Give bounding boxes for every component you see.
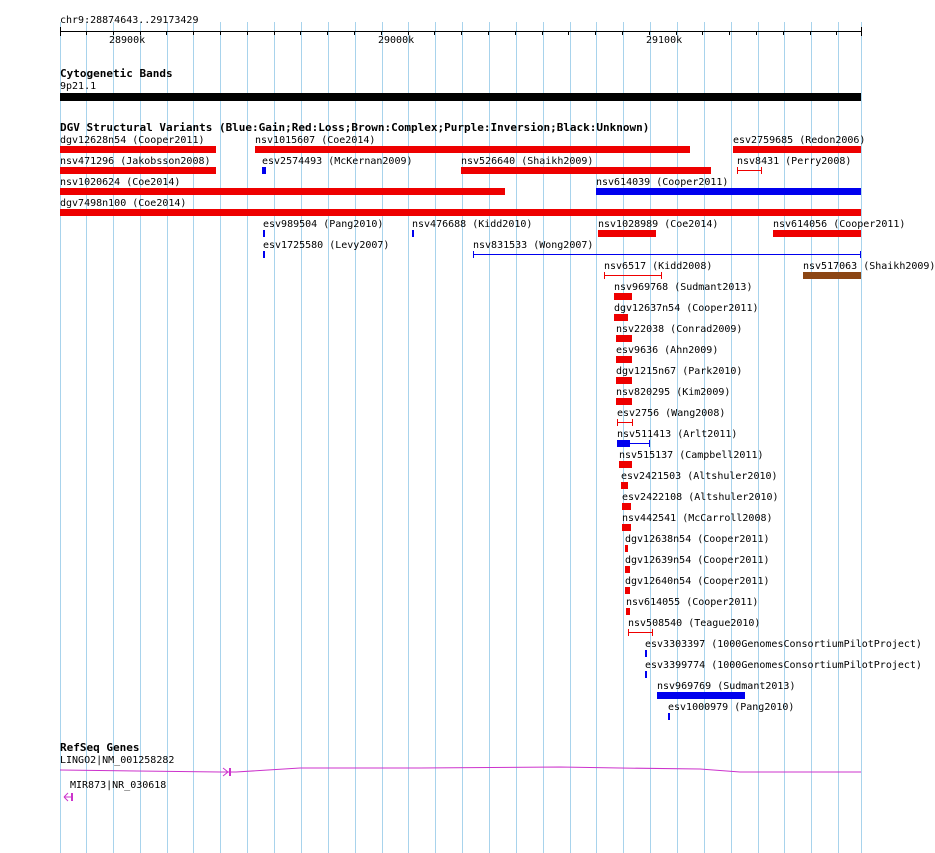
sv-bar (803, 272, 861, 279)
cytoband-bar[interactable] (60, 93, 861, 101)
sv-feature-glyph[interactable] (60, 187, 505, 196)
sv-label[interactable]: nsv517063 (Shaikh2009) (803, 261, 935, 272)
sv-bar (616, 398, 632, 405)
sv-feature-glyph[interactable] (616, 397, 632, 406)
sv-label[interactable]: nsv22038 (Conrad2009) (616, 324, 743, 335)
sv-label[interactable]: nsv1015607 (Coe2014) (255, 135, 376, 146)
ruler-end-tick (861, 27, 862, 36)
sv-feature-glyph[interactable] (625, 565, 630, 574)
sv-label[interactable]: dgv12628n54 (Cooper2011) (60, 135, 205, 146)
ruler-minor-tick (461, 31, 462, 35)
sv-label[interactable]: nsv969769 (Sudmant2013) (657, 681, 796, 692)
sv-bar (263, 230, 265, 237)
sv-feature-glyph[interactable] (598, 229, 656, 238)
sv-feature-glyph[interactable] (255, 145, 690, 154)
sv-bar (625, 566, 630, 573)
sv-feature-glyph[interactable] (616, 376, 632, 385)
sv-bar (60, 146, 216, 153)
sv-label[interactable]: esv1000979 (Pang2010) (668, 702, 795, 713)
sv-label[interactable]: nsv526640 (Shaikh2009) (461, 156, 594, 167)
gene-label-lingo2[interactable]: LINGO2|NM_001258282 (60, 755, 175, 766)
sv-line (473, 254, 861, 255)
sv-bar (622, 524, 631, 531)
sv-feature-glyph[interactable] (645, 670, 647, 679)
ruler-minor-tick (756, 31, 757, 35)
sv-label[interactable]: esv1725580 (Levy2007) (263, 240, 390, 251)
sv-feature-glyph[interactable] (621, 481, 628, 490)
grid-line (247, 22, 248, 853)
ruler-minor-tick (595, 31, 596, 35)
ruler-tick-label: 28900k (109, 35, 146, 46)
ruler-minor-tick (354, 31, 355, 35)
sv-bar (625, 587, 630, 594)
sv-bar (263, 251, 265, 258)
ruler-minor-tick (220, 31, 221, 35)
sv-bar (626, 608, 630, 615)
sv-feature-glyph[interactable] (625, 586, 630, 595)
sv-label[interactable]: esv9636 (Ahn2009) (616, 345, 719, 356)
sv-label[interactable]: nsv614055 (Cooper2011) (626, 597, 759, 608)
sv-feature-glyph[interactable] (617, 439, 650, 448)
sv-feature-glyph[interactable] (412, 229, 414, 238)
sv-label[interactable]: nsv508540 (Teague2010) (628, 618, 761, 629)
ruler-minor-tick (193, 31, 194, 35)
ruler-minor-tick (515, 31, 516, 35)
sv-end-cap (761, 167, 762, 174)
ruler-minor-tick (568, 31, 569, 35)
ruler-minor-tick (274, 31, 275, 35)
sv-label[interactable]: dgv1215n67 (Park2010) (616, 366, 743, 377)
sv-label[interactable]: nsv442541 (McCarroll2008) (622, 513, 773, 524)
sv-bar (412, 230, 414, 237)
sv-feature-glyph[interactable] (60, 166, 216, 175)
sv-bar (619, 461, 632, 468)
ruler-minor-tick (783, 31, 784, 35)
sv-bar (625, 545, 628, 552)
sv-feature-glyph[interactable] (622, 502, 631, 511)
sv-feature-glyph[interactable] (645, 649, 647, 658)
cytoband-label: 9p21.1 (60, 81, 97, 92)
sv-label[interactable]: nsv511413 (Arlt2011) (617, 429, 738, 440)
sv-feature-glyph[interactable] (628, 628, 653, 637)
sv-end-cap (649, 440, 650, 447)
sv-bar (733, 146, 861, 153)
gene-lingo2-intron-line (60, 767, 861, 772)
sv-label[interactable]: nsv820295 (Kim2009) (616, 387, 731, 398)
sv-feature-glyph[interactable] (668, 712, 670, 721)
gene-mir873-exon (71, 793, 73, 801)
sv-label[interactable]: nsv1028989 (Coe2014) (598, 219, 719, 230)
ruler-tick-label: 29000k (378, 35, 415, 46)
sv-feature-glyph[interactable] (617, 418, 633, 427)
sv-label[interactable]: dgv12639n54 (Cooper2011) (625, 555, 770, 566)
sv-feature-glyph[interactable] (657, 691, 745, 700)
sv-bar (645, 671, 647, 678)
sv-bar (262, 167, 266, 174)
sv-end-cap (628, 629, 629, 636)
sv-label[interactable]: nsv831533 (Wong2007) (473, 240, 594, 251)
sv-bar (614, 314, 628, 321)
sv-feature-glyph[interactable] (60, 208, 861, 217)
dgv-track-title[interactable]: DGV Structural Variants (Blue:Gain;Red:Loss;Brown:Complex;Purple:Inversion;Black:Unknown) (60, 121, 650, 134)
sv-label[interactable]: esv2422108 (Altshuler2010) (622, 492, 779, 503)
ruler-minor-tick (810, 31, 811, 35)
ruler-minor-tick (166, 31, 167, 35)
ruler-minor-tick (434, 31, 435, 35)
sv-feature-glyph[interactable] (604, 271, 662, 280)
sv-feature-glyph[interactable] (614, 313, 628, 322)
sv-feature-glyph[interactable] (773, 229, 861, 238)
gene-label-mir873[interactable]: MIR873|NR_030618 (70, 780, 167, 791)
sv-feature-glyph[interactable] (803, 271, 861, 280)
sv-line (617, 422, 633, 423)
sv-label[interactable]: dgv12638n54 (Cooper2011) (625, 534, 770, 545)
sv-end-cap (632, 419, 633, 426)
sv-feature-glyph[interactable] (473, 250, 861, 259)
gene-lingo2-strand-arrow (223, 768, 228, 772)
sv-bar (616, 377, 632, 384)
ruler-minor-tick (247, 31, 248, 35)
sv-end-cap (652, 629, 653, 636)
sv-bar (616, 335, 632, 342)
sv-bar (255, 146, 690, 153)
gene-lingo2[interactable] (0, 760, 890, 782)
sv-bar (618, 440, 630, 447)
sv-label[interactable]: esv989504 (Pang2010) (263, 219, 384, 230)
ruler-start-tick (60, 27, 61, 36)
sv-label[interactable]: nsv614039 (Cooper2011) (596, 177, 729, 188)
sv-feature-glyph[interactable] (614, 292, 632, 301)
sv-feature-glyph[interactable] (596, 187, 861, 196)
sv-line (604, 275, 662, 276)
sv-line (737, 170, 762, 171)
sv-feature-glyph[interactable] (262, 166, 266, 175)
sv-label[interactable]: dgv7498n100 (Coe2014) (60, 198, 187, 209)
sv-end-cap (473, 251, 474, 258)
sv-bar (596, 188, 861, 195)
cytoband-track-title[interactable]: Cytogenetic Bands (60, 67, 173, 80)
sv-bar (60, 188, 505, 195)
sv-feature-glyph[interactable] (619, 460, 632, 469)
ruler-minor-tick (836, 31, 837, 35)
sv-feature-glyph[interactable] (263, 250, 265, 259)
position-label: chr9:28874643..29173429 (60, 15, 199, 26)
sv-label[interactable]: esv3399774 (1000GenomesConsortiumPilotProject) (645, 660, 922, 671)
ruler-minor-tick (622, 31, 623, 35)
ruler-minor-tick (729, 31, 730, 35)
sv-feature-glyph[interactable] (263, 229, 265, 238)
sv-feature-glyph[interactable] (622, 523, 631, 532)
gene-mir873-strand-arrow (64, 797, 68, 801)
sv-label[interactable]: esv2421503 (Altshuler2010) (621, 471, 778, 482)
sv-label[interactable]: dgv12640n54 (Cooper2011) (625, 576, 770, 587)
sv-feature-glyph[interactable] (461, 166, 711, 175)
sv-label[interactable]: nsv515137 (Campbell2011) (619, 450, 764, 461)
sv-feature-glyph[interactable] (616, 334, 632, 343)
sv-bar (461, 167, 711, 174)
grid-line (220, 22, 221, 853)
gene-mir873[interactable] (0, 790, 100, 804)
sv-bar (645, 650, 647, 657)
sv-bar (668, 713, 670, 720)
sv-label[interactable]: esv2574493 (McKernan2009) (262, 156, 413, 167)
sv-bar (621, 482, 628, 489)
sv-label[interactable]: esv3303397 (1000GenomesConsortiumPilotProject) (645, 639, 922, 650)
sv-label[interactable]: esv2759685 (Redon2006) (733, 135, 866, 146)
ruler-minor-tick (327, 31, 328, 35)
refseq-track-title[interactable]: RefSeq Genes (60, 741, 140, 754)
gene-lingo2-strand-arrow (223, 772, 228, 776)
sv-end-cap (661, 272, 662, 279)
sv-end-cap (860, 251, 861, 258)
sv-feature-glyph[interactable] (626, 607, 630, 616)
ruler-minor-tick (542, 31, 543, 35)
sv-label[interactable]: dgv12637n54 (Cooper2011) (614, 303, 759, 314)
sv-feature-glyph[interactable] (737, 166, 762, 175)
sv-end-cap (737, 167, 738, 174)
sv-label[interactable]: esv2756 (Wang2008) (617, 408, 726, 419)
sv-feature-glyph[interactable] (625, 544, 628, 553)
sv-label[interactable]: nsv1020624 (Coe2014) (60, 177, 181, 188)
grid-line (861, 22, 862, 853)
sv-label[interactable]: nsv471296 (Jakobsson2008) (60, 156, 211, 167)
sv-label[interactable]: nsv614056 (Cooper2011) (773, 219, 906, 230)
ruler-minor-tick (86, 31, 87, 35)
sv-line (628, 632, 653, 633)
sv-feature-glyph[interactable] (733, 145, 861, 154)
sv-bar (598, 230, 656, 237)
sv-end-cap (604, 272, 605, 279)
sv-bar (614, 293, 632, 300)
gene-mir873-strand-arrow (64, 793, 68, 797)
sv-feature-glyph[interactable] (616, 355, 632, 364)
sv-feature-glyph[interactable] (60, 145, 216, 154)
sv-bar (657, 692, 745, 699)
sv-bar (773, 230, 861, 237)
ruler-minor-tick (300, 31, 301, 35)
sv-label[interactable]: nsv6517 (Kidd2008) (604, 261, 713, 272)
ruler-tick-label: 29100k (646, 35, 683, 46)
sv-bar (622, 503, 631, 510)
sv-label[interactable]: nsv969768 (Sudmant2013) (614, 282, 753, 293)
gene-lingo2-exon (229, 768, 231, 776)
sv-end-cap (617, 419, 618, 426)
sv-bar (60, 209, 861, 216)
ruler-minor-tick (488, 31, 489, 35)
sv-label[interactable]: nsv476688 (Kidd2010) (412, 219, 533, 230)
sv-label[interactable]: nsv8431 (Perry2008) (737, 156, 852, 167)
sv-bar (60, 167, 216, 174)
ruler-minor-tick (702, 31, 703, 35)
sv-bar (616, 356, 632, 363)
